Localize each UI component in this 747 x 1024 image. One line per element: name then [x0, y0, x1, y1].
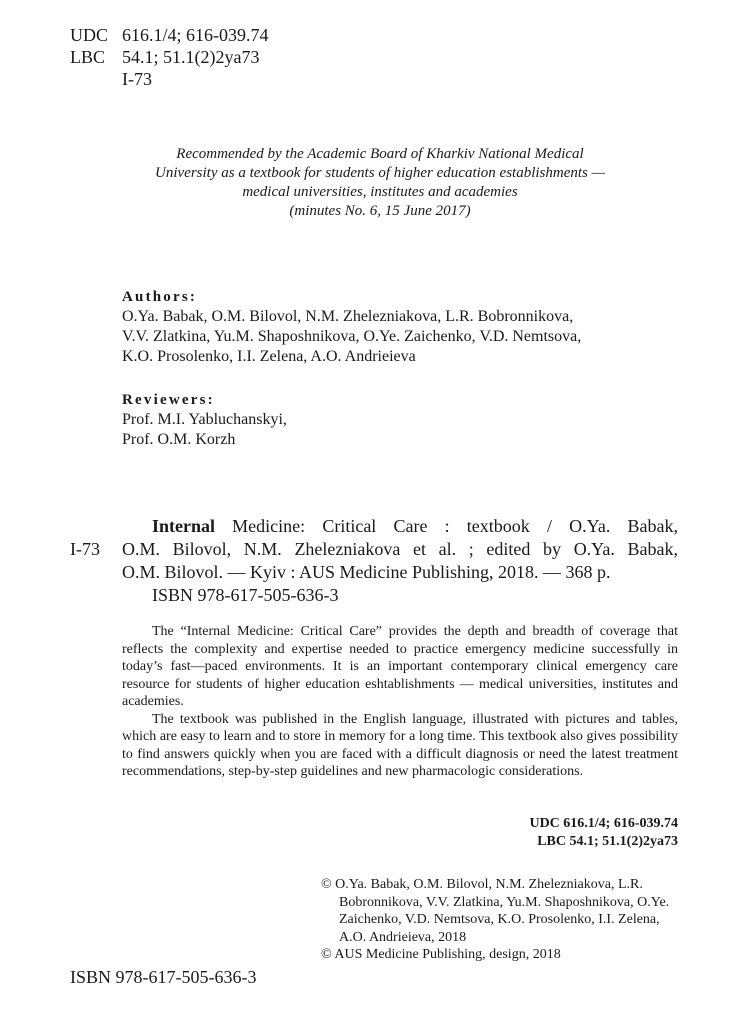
authors-line: V.V. Zlatkina, Yu.M. Shaposhnikova, O.Ye. Zaichenko, V.D. Nemtsova,	[122, 328, 582, 345]
classification-block	[70, 24, 269, 90]
reviewers-section	[122, 390, 682, 450]
classification-bold-block	[529, 815, 678, 850]
abstract-paragraph: The textbook was published in the English language, illustrated with pictures and tables, which are easy to learn and to store in memory for a long time. This textbook also gives possibility to find answers quickly when you are faced with a difficult diagnosis or need the latest treatment recommendations, step-by-step guidelines and new pharmacologic considerations.	[122, 711, 678, 779]
lbc-label: LBC	[70, 47, 106, 67]
copyright-block	[321, 876, 681, 964]
recommendation-line: medical universities, institutes and academies	[242, 184, 518, 200]
catalog-card-isbn: ISBN 978-617-505-636-3	[152, 585, 339, 605]
authors-section	[122, 287, 682, 367]
udc-bold: UDC 616.1/4; 616-039.74	[529, 816, 678, 831]
copyright-authors: © O.Ya. Babak, O.M. Bilovol, N.M. Zhelezniakova, L.R. Bobronnikova, V.V. Zlatkina, Yu.M. Shaposhnikova, O.Ye. Zaichenko, V.D. Nemtsova, K.O. Prosolenko, I.I. Zelena, A.O. Andrieieva, 2018	[321, 877, 670, 945]
authors-line: K.O. Prosolenko, I.I. Zelena, A.O. Andrieieva	[122, 348, 416, 365]
reviewer-line: Prof. M.I. Yabluchanskyi,	[122, 411, 287, 428]
isbn-bottom: ISBN 978-617-505-636-3	[70, 967, 257, 987]
udc-label: UDC	[70, 25, 109, 45]
abstract-paragraph: The “Internal Medicine: Critical Care” provides the depth and breadth of coverage that reflects the complexity and expertise needed to practice emergency medicine successfully in today’s fast—paced environments. It is an important contemporary clinical emergency care resource for students of higher education eshtablishments — medical universities, institutes and academies.	[122, 624, 678, 709]
recommendation-line: (minutes No. 6, 15 June 2017)	[289, 203, 471, 219]
recommendation-line: Recommended by the Academic Board of Kharkiv National Medical	[176, 146, 584, 162]
lbc-bold: LBC 54.1; 51.1(2)2ya73	[537, 833, 678, 849]
lbc-value: 54.1; 51.1(2)2ya73	[122, 47, 260, 67]
catalog-card-line: O.M. Bilovol. — Kyiv : AUS Medicine Publishing, 2018. — 368 p.	[122, 562, 611, 582]
catalog-card-title-bold: Internal	[152, 516, 215, 536]
copyright-publisher: © AUS Medicine Publishing, design, 2018	[321, 947, 561, 963]
catalog-card-title-rest: Medicine: Critical Care : textbook / O.Ya. Babak,	[215, 516, 678, 536]
recommendation-line: University as a textbook for students of higher education establishments —	[155, 165, 605, 181]
abstract	[122, 623, 678, 781]
lbc-row	[70, 46, 269, 68]
reviewer-line: Prof. O.M. Korzh	[122, 431, 236, 448]
catalog-card-code: I-73	[70, 539, 100, 559]
authors-line: O.Ya. Babak, O.M. Bilovol, N.M. Zhelezniakova, L.R. Bobronnikova,	[122, 308, 574, 325]
udc-row	[70, 24, 269, 46]
reviewers-heading: Reviewers:	[122, 392, 215, 408]
catalog-card	[122, 515, 678, 607]
catalog-card-line	[122, 515, 678, 538]
authors-heading: Authors:	[122, 289, 198, 305]
recommendation-note	[118, 145, 642, 221]
author-mark: I-73	[122, 69, 152, 89]
catalog-card-line: O.M. Bilovol, N.M. Zhelezniakova et al. ; edited by O.Ya. Babak,	[122, 539, 678, 559]
udc-value: 616.1/4; 616-039.74	[122, 25, 269, 45]
author-mark-row	[70, 68, 269, 90]
